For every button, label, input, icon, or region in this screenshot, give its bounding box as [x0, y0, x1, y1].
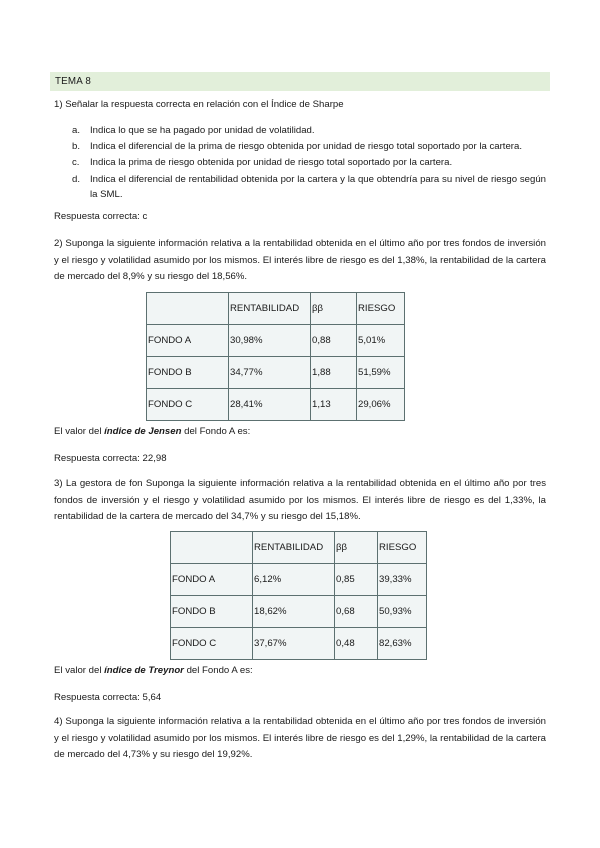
table-cell [171, 532, 253, 564]
table-cell: FONDO A [171, 564, 253, 596]
table-cell: 0,85 [335, 564, 378, 596]
table-cell: ββ [335, 532, 378, 564]
table-row [171, 596, 427, 628]
table-cell [147, 293, 229, 325]
table-cell: 0,88 [311, 325, 357, 357]
table-cell: 50,93% [378, 596, 427, 628]
table-cell: FONDO C [147, 389, 229, 421]
option-a: a. Indica lo que se ha pagado por unidad de volatilidad. [72, 125, 315, 136]
question-2-table [146, 292, 405, 421]
table-cell: RIESGO [357, 293, 405, 325]
question-3-table [170, 531, 427, 660]
section-header [50, 72, 550, 91]
treynor-index-term: índice de Treynor [104, 665, 184, 676]
question-3-answer: Respuesta correcta: 5,64 [54, 692, 162, 703]
question-1-options [72, 123, 546, 203]
table-cell: 1,88 [311, 357, 357, 389]
table-cell: RENTABILIDAD [229, 293, 311, 325]
table-row [171, 564, 427, 596]
section-title: TEMA 8 [55, 76, 92, 87]
table-cell: FONDO A [147, 325, 229, 357]
table-cell: 34,77% [229, 357, 311, 389]
table-cell: ββ [311, 293, 357, 325]
table-cell: 1,13 [311, 389, 357, 421]
table-row [147, 389, 405, 421]
table-cell: 29,06% [357, 389, 405, 421]
table-cell: 30,98% [229, 325, 311, 357]
table-cell: RENTABILIDAD [253, 532, 335, 564]
table-cell: 51,59% [357, 357, 405, 389]
option-d: d. Indica el diferencial de rentabilidad obtenida por la cartera y la que obtendría para su nivel de riesgo según la SML. [72, 173, 546, 200]
question-3-text: 3) La gestora de fon Suponga la siguiente información relativa a la rentabilidad obtenida en el último año por tres fondos de inversión y el riesgo y volatilidad asumido por los mismos. El interés libre de riesgo es del 1,33%, la rentabilidad de la cartera de mercado del 34,7% y su riesgo del 15,18%. [54, 478, 546, 522]
question-2-text: 2) Suponga la siguiente información relativa a la rentabilidad obtenida en el último año por tres fondos de inversión y el riesgo y volatilidad asumido por los mismos. El interés libre de riesgo es del 1,38%, la rentabilidad de la cartera de mercado del 8,9% y su riesgo del 18,56%. [54, 238, 546, 282]
question-2-answer: Respuesta correcta: 22,98 [54, 453, 167, 464]
option-b: b. Indica el diferencial de la prima de riesgo obtenida por unidad de riesgo total soportado por la cartera. [72, 141, 522, 153]
table-cell: FONDO B [147, 357, 229, 389]
question-4-text: 4) Suponga la siguiente información relativa a la rentabilidad obtenida en el último año por tres fondos de inversión y el riesgo y volatilidad asumido por los mismos. El interés libre de riesgo es del 1,29%, la rentabilidad de la cartera de mercado del 4,73% y su riesgo del 19,92%. [54, 716, 546, 760]
table-row [171, 628, 427, 660]
table-cell: 6,12% [253, 564, 335, 596]
question-3-prompt: El valor del índice de Treynor del Fondo A es: [54, 665, 253, 676]
table-cell: FONDO B [171, 596, 253, 628]
question-1-text: 1) Señalar la respuesta correcta en relación con el Índice de Sharpe [54, 99, 344, 110]
table-cell: 37,67% [253, 628, 335, 660]
jensen-index-term: índice de Jensen [104, 426, 182, 437]
table-cell: 82,63% [378, 628, 427, 660]
table-header-row [147, 293, 405, 325]
table-cell: 39,33% [378, 564, 427, 596]
table-cell: FONDO C [171, 628, 253, 660]
table-cell: 0,48 [335, 628, 378, 660]
question-1-answer: Respuesta correcta: c [54, 211, 148, 222]
table-header-row [171, 532, 427, 564]
table-cell: 28,41% [229, 389, 311, 421]
question-2-prompt: El valor del índice de Jensen del Fondo A es: [54, 426, 251, 437]
option-c: c. Indica la prima de riesgo obtenida por unidad de riesgo total soportado por la cartera. [72, 157, 453, 169]
table-cell: RIESGO [378, 532, 427, 564]
table-row [147, 325, 405, 357]
table-cell: 5,01% [357, 325, 405, 357]
table-cell: 0,68 [335, 596, 378, 628]
table-cell: 18,62% [253, 596, 335, 628]
table-row [147, 357, 405, 389]
